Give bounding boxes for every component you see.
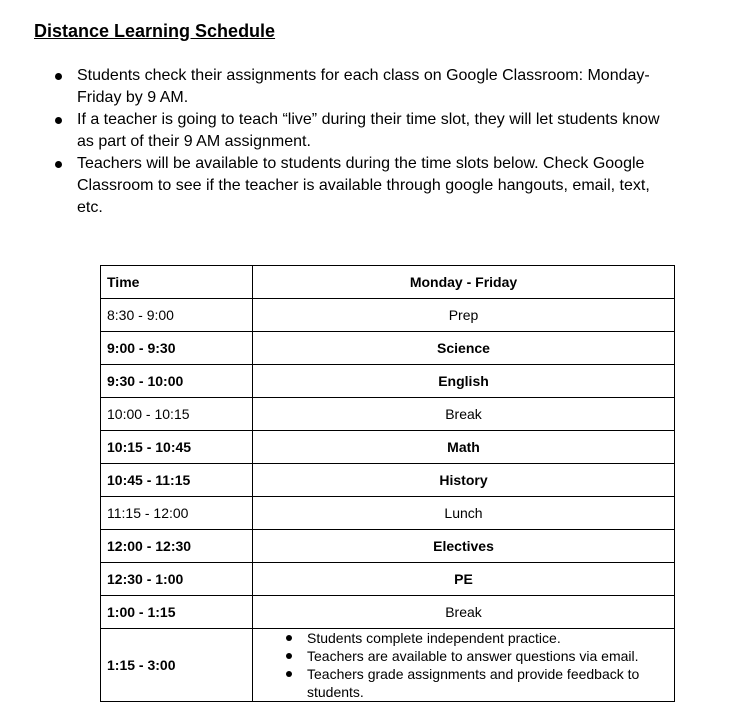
time-cell: 8:30 - 9:00 xyxy=(101,299,253,332)
table-row xyxy=(101,629,675,702)
header-days: Monday - Friday xyxy=(253,266,675,299)
time-cell: 12:00 - 12:30 xyxy=(101,530,253,563)
table-row xyxy=(101,563,675,596)
activity-cell: Electives xyxy=(253,530,675,563)
time-cell: 10:00 - 10:15 xyxy=(101,398,253,431)
schedule-table xyxy=(100,265,675,702)
table-row xyxy=(101,530,675,563)
afternoon-item: Teachers grade assignments and provide feedback to students. xyxy=(259,665,668,701)
instruction-item: Students check their assignments for each class on Google Classroom: Monday-Friday by 9 AM. xyxy=(52,65,672,109)
activity-cell: English xyxy=(253,365,675,398)
instruction-item: Teachers will be available to students during the time slots below. Check Google Classroom to see if the teacher is available through google hangouts, email, text, etc. xyxy=(52,153,672,219)
activity-cell xyxy=(253,629,675,702)
time-cell: 11:15 - 12:00 xyxy=(101,497,253,530)
time-cell: 1:00 - 1:15 xyxy=(101,596,253,629)
time-cell: 9:30 - 10:00 xyxy=(101,365,253,398)
activity-cell: Science xyxy=(253,332,675,365)
afternoon-list xyxy=(259,629,668,701)
table-row xyxy=(101,497,675,530)
table-row xyxy=(101,431,675,464)
activity-cell: Prep xyxy=(253,299,675,332)
activity-cell: PE xyxy=(253,563,675,596)
table-header-row xyxy=(101,266,675,299)
table-row xyxy=(101,299,675,332)
table-row xyxy=(101,398,675,431)
afternoon-item: Teachers are available to answer questions via email. xyxy=(259,647,668,665)
table-row xyxy=(101,596,675,629)
afternoon-item: Students complete independent practice. xyxy=(259,629,668,647)
time-cell: 9:00 - 9:30 xyxy=(101,332,253,365)
time-cell: 1:15 - 3:00 xyxy=(101,629,253,702)
table-row xyxy=(101,464,675,497)
table-row xyxy=(101,332,675,365)
activity-cell: Math xyxy=(253,431,675,464)
activity-cell: Lunch xyxy=(253,497,675,530)
activity-cell: History xyxy=(253,464,675,497)
time-cell: 10:45 - 11:15 xyxy=(101,464,253,497)
table-row xyxy=(101,365,675,398)
instruction-item: If a teacher is going to teach “live” during their time slot, they will let students know as part of their 9 AM assignment. xyxy=(52,109,672,153)
activity-cell: Break xyxy=(253,398,675,431)
time-cell: 10:15 - 10:45 xyxy=(101,431,253,464)
instructions-list xyxy=(52,65,672,219)
activity-cell: Break xyxy=(253,596,675,629)
time-cell: 12:30 - 1:00 xyxy=(101,563,253,596)
header-time: Time xyxy=(101,266,253,299)
page-title: Distance Learning Schedule xyxy=(34,21,276,41)
